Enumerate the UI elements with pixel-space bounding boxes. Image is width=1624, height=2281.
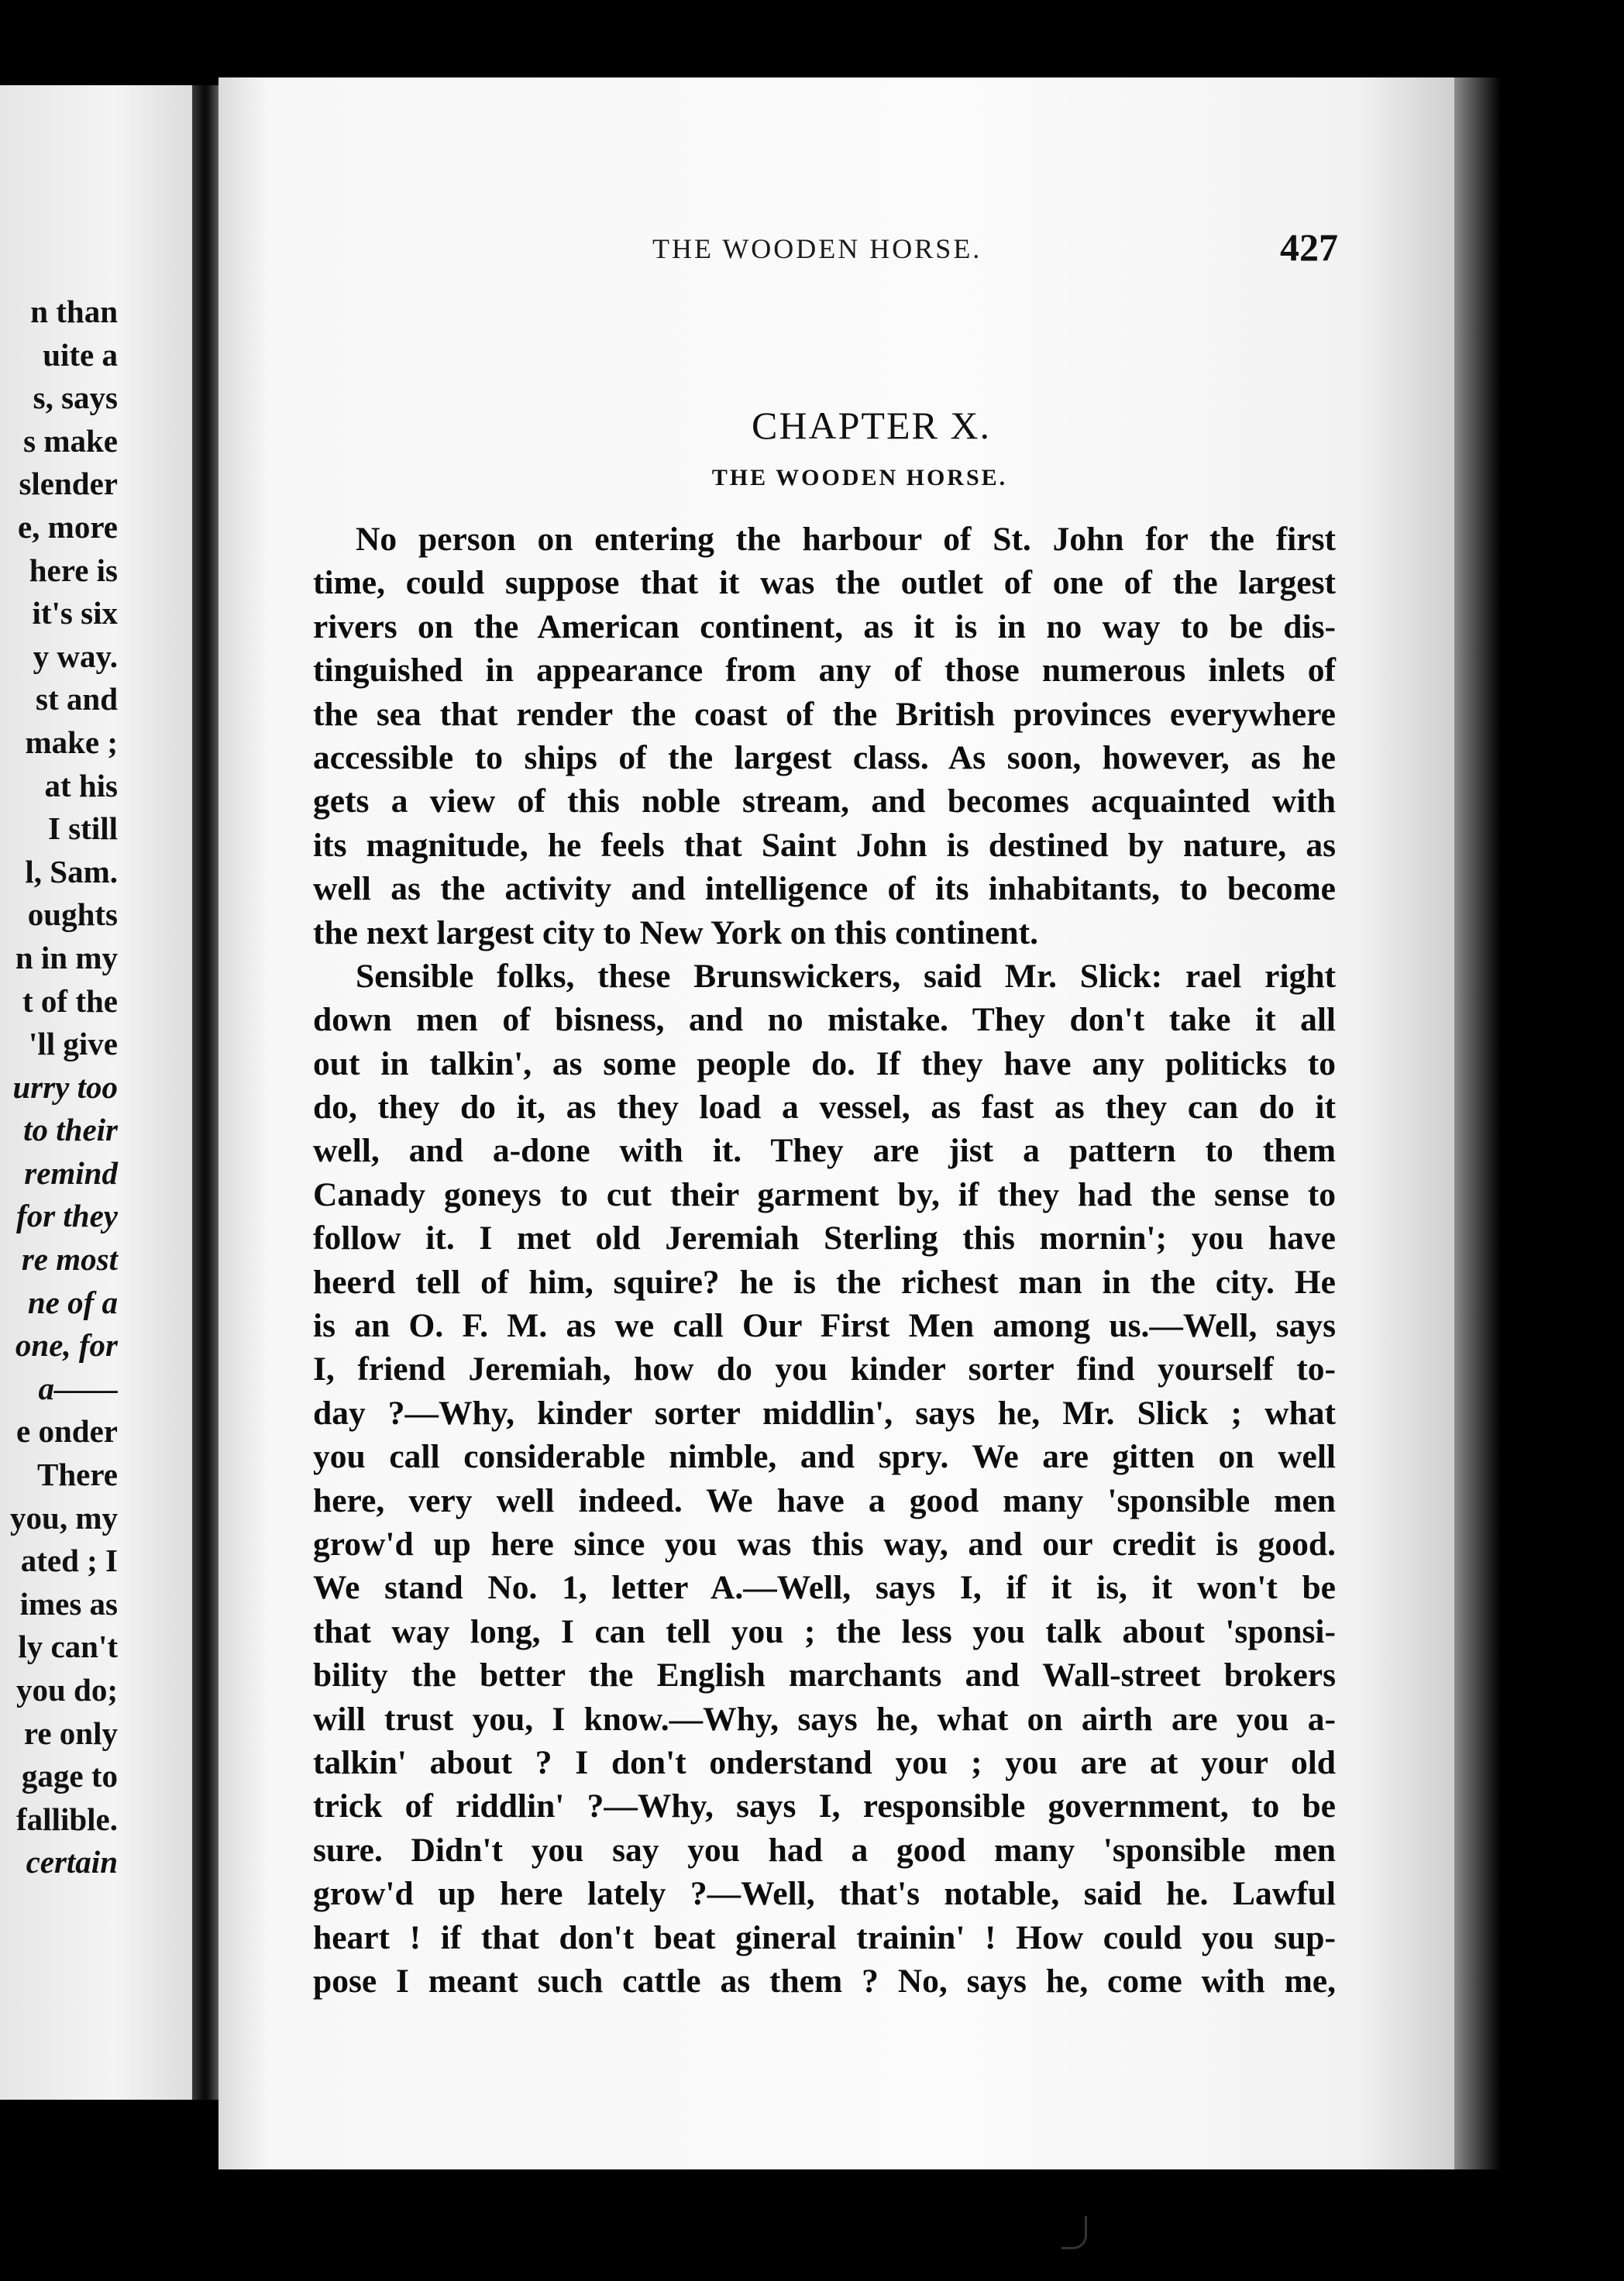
left-page-line: you, my — [10, 1499, 118, 1536]
pencil-mark-icon — [1061, 2216, 1087, 2249]
body-line: grow'd up here lately ?—Well, that's notable, said he. Lawful — [313, 1875, 1336, 1913]
left-page-line: here is — [29, 552, 118, 588]
body-text — [313, 518, 1336, 2003]
left-page-line: it's six — [32, 595, 118, 631]
body-line: I, friend Jeremiah, how do you kinder sorter find yourself to- — [313, 1350, 1336, 1388]
body-line: We stand No. 1, letter A.—Well, says I, if it is, it won't be — [313, 1569, 1336, 1607]
left-page-line: imes as — [19, 1585, 118, 1622]
body-line: rivers on the American continent, as it is in no way to be dis- — [313, 607, 1336, 645]
left-page-line: slender — [19, 466, 118, 502]
left-page-line: st and — [36, 681, 118, 717]
left-page-line: urry too — [12, 1068, 118, 1105]
left-page-line: gage to — [21, 1758, 118, 1794]
left-page-line: e, more — [17, 508, 118, 545]
left-page-text-fragments — [10, 291, 118, 1884]
body-line: sure. Didn't you say you had a good many 'sponsible men — [313, 1831, 1336, 1869]
left-page-line: s, says — [33, 380, 118, 416]
body-line: will trust you, I know.—Why, says he, what on airth are you a- — [313, 1700, 1336, 1738]
body-line: bility the better the English marchants and Wall-street brokers — [313, 1657, 1336, 1694]
body-line: grow'd up here since you was this way, and our credit is good. — [313, 1525, 1336, 1563]
body-line: here, very well indeed. We have a good many 'sponsible men — [313, 1481, 1336, 1519]
body-line: do, they do it, as they load a vessel, as fast as they can do it — [313, 1089, 1336, 1127]
chapter-subtitle: THE WOODEN HORSE. — [711, 465, 1008, 490]
left-page-line: l, Sam. — [25, 853, 118, 889]
left-page-line: a—— — [38, 1370, 118, 1406]
running-head — [218, 225, 1454, 279]
body-line: trick of riddlin' ?—Why, says I, responsible government, to be — [313, 1787, 1336, 1825]
page-number: 427 — [1280, 225, 1338, 269]
body-line: Canady goneys to cut their garment by, if they had the sense to — [313, 1175, 1336, 1213]
body-line: pose I meant such cattle as them ? No, says he, come with me, — [313, 1962, 1336, 2000]
running-title: THE WOODEN HORSE. — [652, 233, 982, 264]
body-line: down men of bisness, and no mistake. They don't take it all — [313, 1001, 1336, 1039]
body-line: day ?—Why, kinder sorter middlin', says he, Mr. Slick ; what — [313, 1394, 1336, 1432]
body-line: follow it. I met old Jeremiah Sterling this mornin'; you have — [313, 1220, 1336, 1257]
body-line: time, could suppose that it was the outlet of one of the largest — [313, 564, 1336, 602]
body-line: is an O. F. M. as we call Our First Men among us.—Well, says — [313, 1307, 1336, 1345]
left-page-line: re only — [23, 1715, 118, 1751]
left-page-line: e onder — [16, 1413, 118, 1450]
left-page-line: make ; — [25, 724, 118, 760]
left-page-line: ated ; I — [20, 1543, 118, 1579]
left-page-line: ly can't — [18, 1629, 118, 1665]
left-page-line: t of the — [22, 982, 118, 1019]
body-line: well as the activity and intelligence of its inhabitants, to become — [313, 870, 1336, 908]
left-page-line: s make — [23, 422, 118, 459]
body-line: its magnitude, he feels that Saint John is destined by nature, as — [313, 826, 1336, 864]
left-page-line: remind — [24, 1154, 118, 1191]
body-line: tinguished in appearance from any of those numerous inlets of — [313, 652, 1336, 690]
page-edge-shadow — [1454, 77, 1501, 2169]
left-page-line: I still — [48, 810, 118, 847]
left-page-line: to their — [23, 1112, 118, 1148]
left-page-line: for they — [16, 1198, 118, 1234]
body-line: heart ! if that don't beat gineral trainin' ! How could you sup- — [313, 1918, 1336, 1956]
left-page-line: fallible. — [16, 1801, 118, 1837]
body-line: Sensible folks, these Brunswickers, said Mr. Slick: rael right — [356, 957, 1336, 995]
left-page-line: oughts — [27, 896, 118, 933]
left-page-line: you do; — [15, 1672, 118, 1708]
left-page-line: y way. — [33, 638, 118, 674]
left-page-line: re most — [21, 1241, 118, 1278]
body-line: heerd tell of him, squire? he is the richest man in the city. He — [313, 1263, 1336, 1301]
left-page-line: at his — [44, 767, 118, 803]
left-page-line: n than — [30, 294, 118, 329]
body-line: accessible to ships of the largest class. As soon, however, as he — [313, 738, 1336, 776]
left-page-line: ne of a — [27, 1284, 118, 1320]
body-line: No person on entering the harbour of St. John for the first — [356, 521, 1336, 558]
left-page-line: 'll give — [28, 1026, 118, 1062]
body-line: that way long, I can tell you ; the less you talk about 'sponsi- — [313, 1612, 1336, 1650]
body-line: out in talkin', as some people do. If they have any politicks to — [313, 1044, 1336, 1082]
body-line: the sea that render the coast of the British provinces everywhere — [313, 695, 1336, 733]
body-line: you call considerable nimble, and spry. We are gitten on well — [313, 1438, 1336, 1476]
body-line: gets a view of this noble stream, and becomes acquainted with — [313, 783, 1336, 821]
left-page-line: uite a — [43, 336, 118, 373]
left-page-line: one, for — [15, 1327, 118, 1364]
right-page — [218, 77, 1454, 2169]
body-line: well, and a-done with it. They are jist a pattern to them — [313, 1132, 1336, 1170]
left-page-line: certain — [26, 1844, 118, 1880]
left-page-line: n in my — [15, 939, 118, 975]
left-page-line: There — [36, 1457, 118, 1493]
chapter-title: CHAPTER X. — [752, 404, 991, 447]
body-line: talkin' about ? I don't onderstand you ; you are at your old — [313, 1743, 1336, 1781]
body-line: the next largest city to New York on this continent. — [313, 913, 1038, 951]
left-facing-page — [0, 85, 192, 2100]
book-gutter — [192, 85, 218, 2100]
